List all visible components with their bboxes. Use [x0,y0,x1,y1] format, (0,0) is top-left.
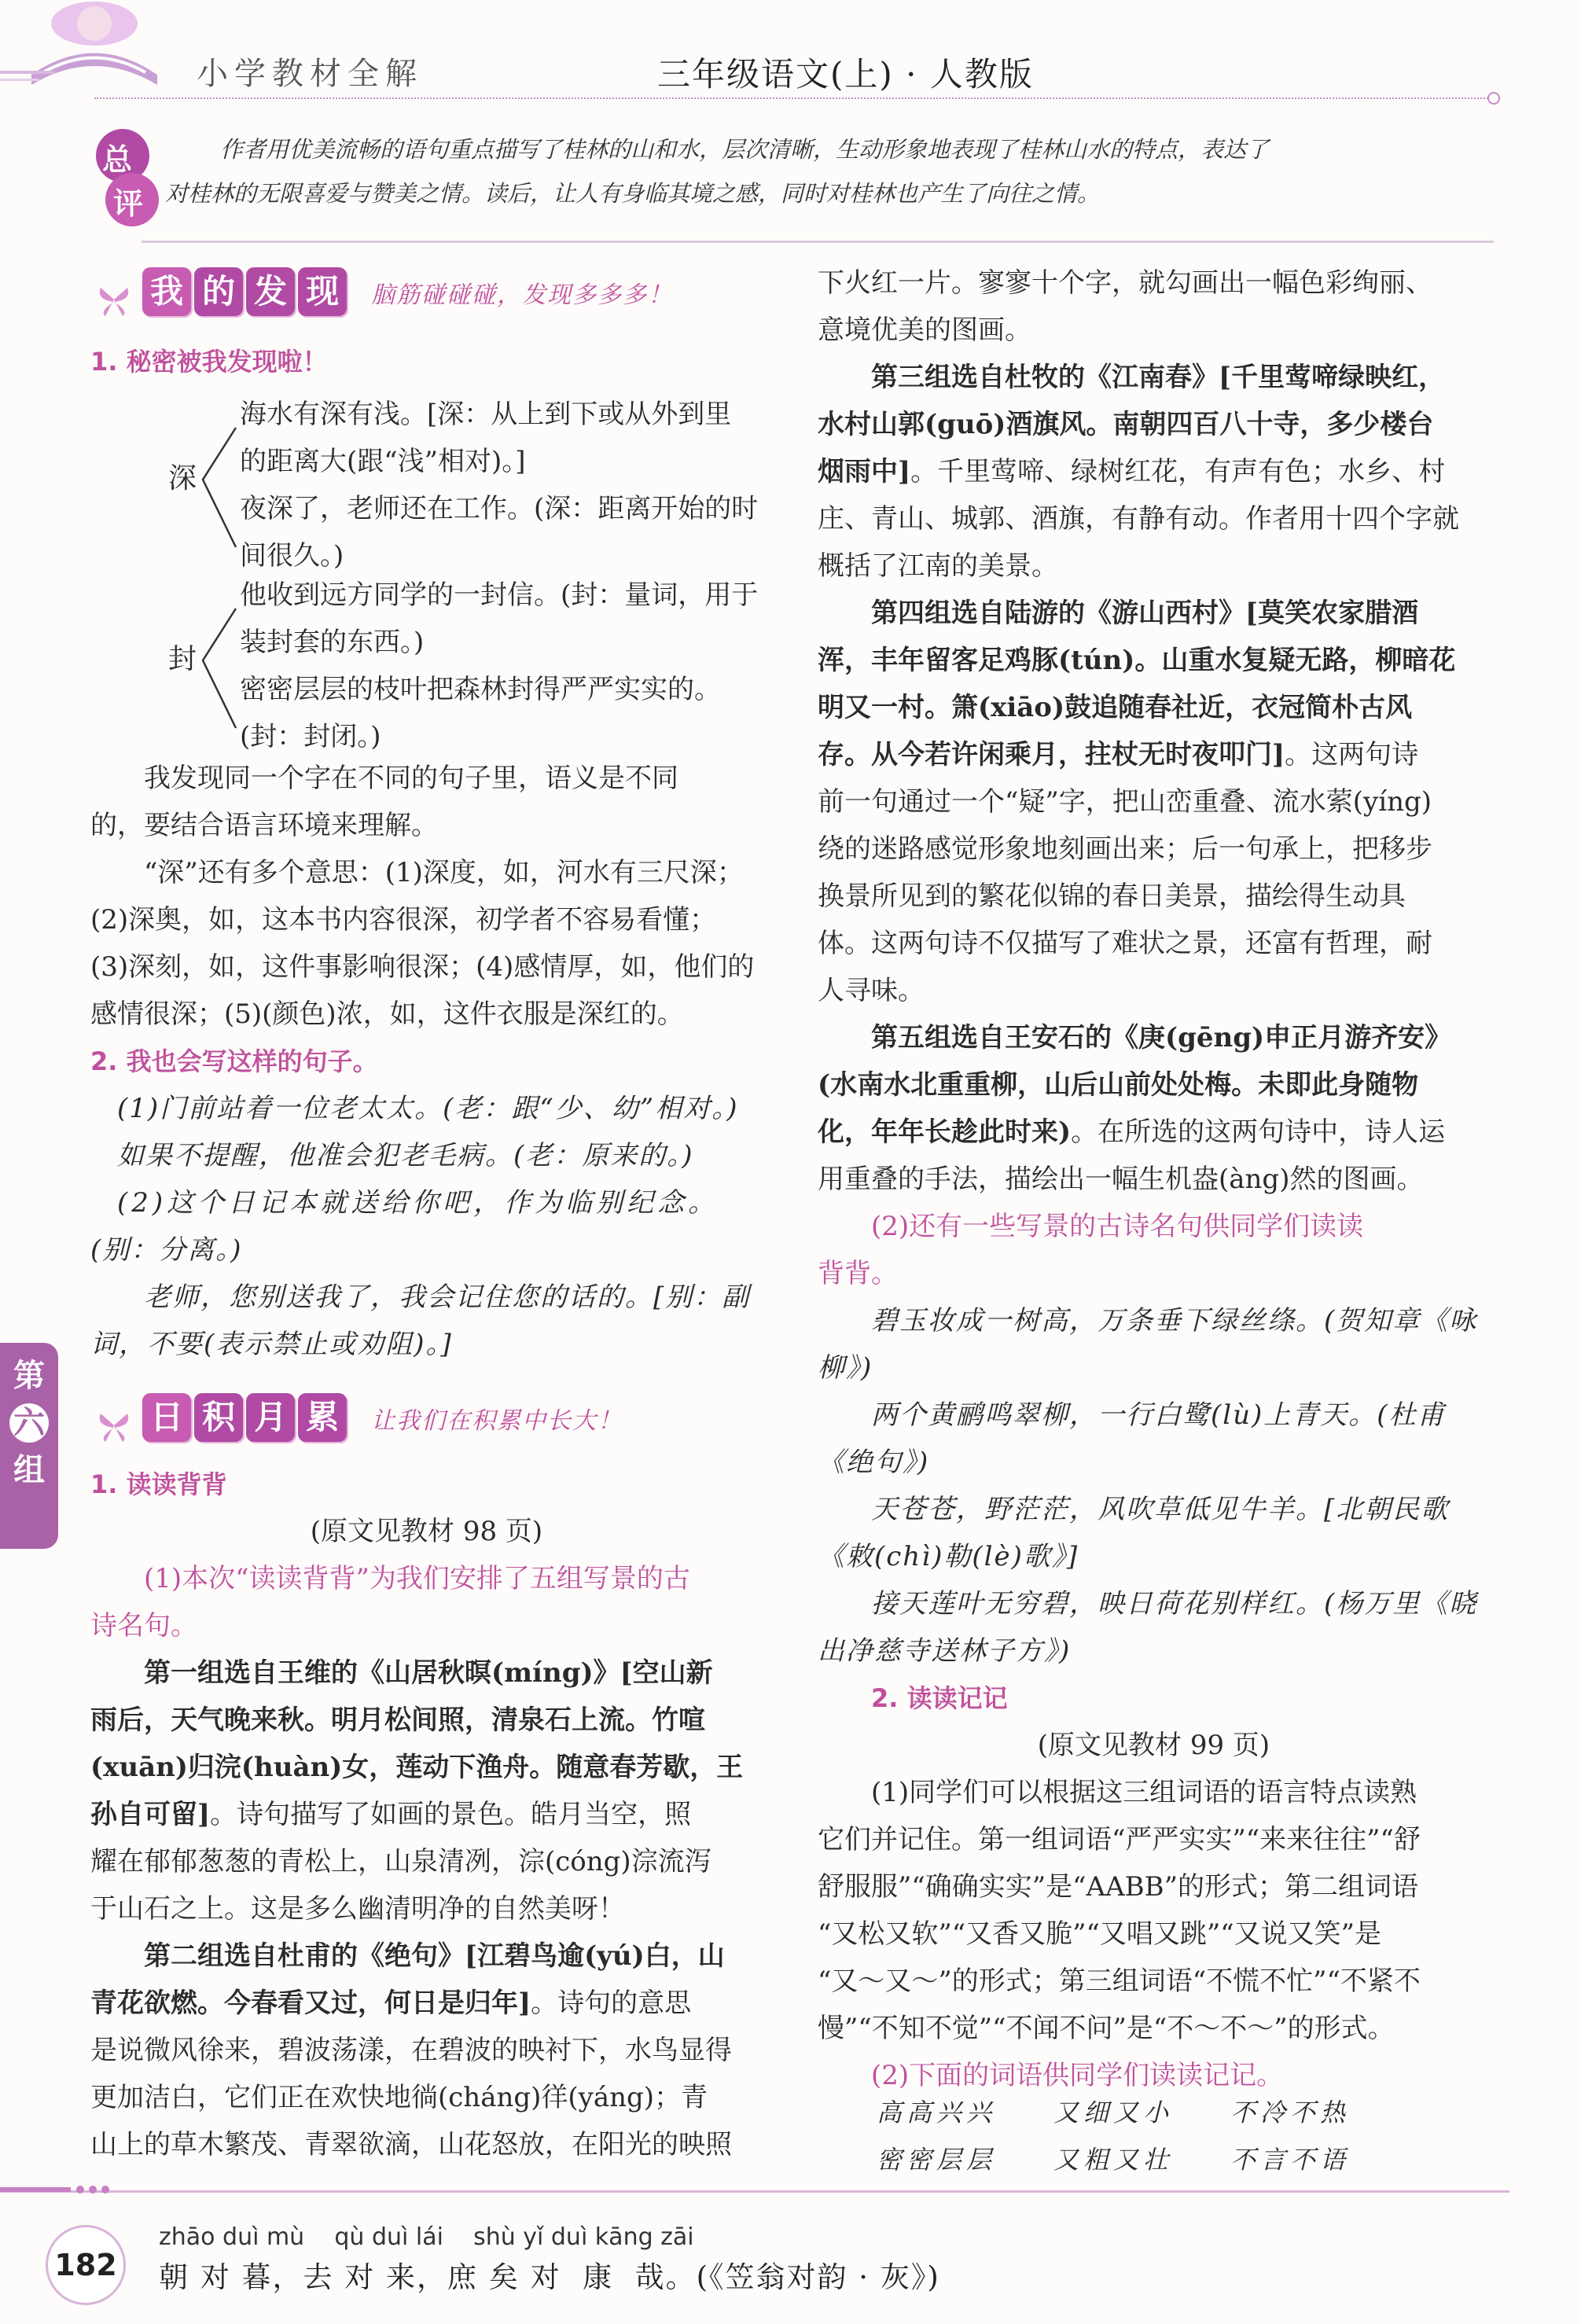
banner-tagline: 让我们在积累中长大！ [371,1407,623,1435]
explanation-text: 山上的草木繁茂、青翠欲滴，山花怒放，在阳光的映照 [90,2129,732,2160]
explanation-text: 。在所选的这两句诗中，诗人运 [1071,1116,1446,1148]
quote-line: 碧玉妆成一树高，万条垂下绿丝绦。(贺知章《咏 [871,1305,1478,1337]
quote-line: 柳》) [818,1352,873,1384]
explanation-text: 下火红一片。寥寥十个字，就勾画出一幅色彩绚丽、 [818,267,1432,299]
brace-bracket [198,425,237,550]
poem-text: 水村山郭(guō)酒旗风。南朝四百八十寺，多少楼台 [818,409,1434,440]
group-lead: 第二组选自杜甫的《绝句》 [144,1940,465,1972]
paragraph-line: 它们并记住。第一组词语“严严实实”“来来往往”“舒 [818,1824,1421,1855]
group-lead: 第一组选自王维的《山居秋暝(míng)》 [144,1657,620,1689]
example-line: (封：封闭。) [240,721,381,752]
explanation-text: 。诗句的意思 [531,1988,692,2019]
summary-line-2: 对桂林的无限喜爱与赞美之情。读后，让人有身临其境之感，同时对桂林也产生了向往之情。 [165,180,1101,207]
butterfly-icon [94,280,134,319]
brace-block-shen [240,391,774,579]
banner-chip: 日 [142,1393,191,1442]
handwritten-line: (2)这个日记本就送给你吧，作为临别纪念。 [117,1187,719,1219]
intro-line: (2)还有一些写景的古诗名句供同学们读读 [871,1211,1364,1242]
side-tab-char: 第 [13,1358,45,1394]
poem-text: (水南水北重重柳，山后山前处处梅。未即此身随物 [818,1069,1419,1101]
explanation-text: 前一句通过一个“疑”字，把山峦重叠、流水萦(yíng) [818,786,1432,818]
paragraph-line: (2)深奥，如，这本书内容很深，初学者不容易看懂； [90,904,717,936]
subheading: 1. 读读背背 [90,1469,227,1499]
paragraph-line: “深”还有多个意思：(1)深度，如，河水有三尺深； [144,857,744,888]
paragraph-line: 的，要结合语言环境来理解。 [90,810,438,841]
explanation-text: 意境优美的图画。 [818,314,1031,346]
word-cell: 不冷不热 [1230,2098,1351,2127]
header-rule-end-dot [1487,92,1500,105]
quote-line: 《敕(chì)勒(lè)歌》] [818,1541,1079,1572]
poem-text: [江碧鸟逾(yú)白，山 [465,1940,725,1972]
banner-chip: 我 [142,267,191,316]
handwritten-line: (别：分离。) [90,1234,243,1266]
handwritten-line: 词，不要(表示禁止或劝阻)。] [90,1329,453,1360]
summary-badge-char-1: 总 [102,142,133,177]
word-cell: 高高兴兴 [877,2098,997,2127]
example-line: 他收到远方同学的一封信。(封：量词，用于 [240,579,759,611]
example-line: 夜深了，老师还在工作。(深：距离开始的时 [240,493,759,524]
poem-text: 孙自可留] [90,1799,211,1830]
paragraph-line: (1)同学们可以根据这三组词语的语言特点读熟 [871,1777,1417,1808]
side-tab-number: 六 [9,1403,49,1443]
textbook-reference: (原文见教材 99 页) [1037,1730,1270,1761]
paragraph-line: “又松又软”“又香又脆”“又唱又跳”“又说又笑”是 [818,1918,1382,1950]
poem-text: 明又一村。箫(xiāo)鼓追随春社近，衣冠简朴古风 [818,692,1413,723]
butterfly-icon [94,1406,134,1445]
explanation-text: 概括了江南的美景。 [818,550,1058,582]
textbook-reference: (原文见教材 98 页) [310,1516,543,1547]
brace-block-feng [240,572,774,760]
explanation-text: 换景所见到的繁花似锦的春日美景，描绘得生动具 [818,881,1406,912]
poem-text: 化，年年长趁此时来) [818,1116,1072,1148]
footer-dots [0,2183,118,2196]
paragraph-line: 舒服服”“确确实实”是“AABB”的形式；第二组词语 [818,1871,1418,1903]
explanation-text: 耀在郁郁葱葱的青松上，山泉清冽，淙(cóng)淙流泻 [90,1846,711,1877]
poem-text: (xuān)归浣(huàn)女，莲动下渔舟。随意春芳歇，王 [90,1752,744,1783]
group-lead: 第三组选自杜牧的《江南春》 [871,362,1219,393]
explanation-text: 于山石之上。这是多么幽清明净的自然美呀！ [90,1893,625,1925]
discovery-paragraphs [90,755,763,1368]
section-banner-accumulate [94,1393,623,1456]
paragraph-line: (3)深刻，如，这件事影响很深；(4)感情厚，如，他们的 [90,951,755,983]
subheading: 1. 秘密被我发现啦！ [90,347,328,377]
quote-line: 接天莲叶无穷碧，映日荷花别样红。(杨万里《晓 [871,1588,1478,1620]
banner-chip: 累 [298,1393,347,1442]
brace-char: 深 [168,462,197,495]
quote-line: 天苍苍，野茫茫，风吹草低见牛羊。[北朝民歌 [871,1494,1450,1525]
banner-chip: 的 [194,267,243,316]
intro-line: (2)下面的词语供同学们读读记记。 [871,2060,1284,2091]
summary-line-1: 作者用优美流畅的语句重点描写了桂林的山和水，层次清晰，生动形象地表现了桂林山水的特点，表达了 [220,136,1270,163]
example-line: 海水有深有浅。[深：从上到下或从外到里 [240,399,732,430]
discovery-content [90,338,763,385]
page-number: 182 [46,2225,126,2305]
banner-chip: 月 [246,1393,295,1442]
quote-line: 《绝句》) [818,1447,930,1478]
explanation-text: 体。这两句诗不仅描写了难状之景，还富有哲理，耐 [818,928,1432,959]
word-cell: 又粗又壮 [1053,2145,1174,2175]
summary-divider [142,241,1494,243]
header-rule [94,97,1494,99]
section-banner-discovery [94,267,673,330]
paragraph-line: 我发现同一个字在不同的句子里，语义是不同 [144,763,678,794]
subheading: 2. 我也会写这样的句子。 [90,1046,378,1076]
explanation-text: 更加洁白，它们正在欢快地徜(cháng)徉(yáng)；青 [90,2082,708,2113]
header-series-title: 小学教材全解 [197,56,423,92]
group-lead: 第五组选自王安石的《庚(gēng)申正月游齐安》 [871,1022,1452,1054]
explanation-text: 是说微风徐来，碧波荡漾，在碧波的映衬下，水鸟显得 [90,2035,732,2066]
handwritten-line: 如果不提醒，他准会犯老毛病。(老：原来的。) [117,1140,694,1171]
poem-text: [莫笑农家腊酒 [1245,598,1419,629]
banner-tagline: 脑筋碰碰碰，发现多多多！ [371,281,674,309]
paragraph-line: 慢”“不知不觉”“不闻不问”是“不～不～”的形式。 [818,2013,1395,2044]
paragraph-line: “又～又～”的形式；第三组词语“不慌不忙”“不紧不 [818,1965,1421,1997]
poem-text: [空山新 [620,1657,713,1689]
word-cell: 密密层层 [877,2145,997,2175]
group-lead: 第四组选自陆游的《游山西村》 [871,598,1245,629]
explanation-text: 绕的迷路感觉形象地刻画出来；后一句承上，把移步 [818,833,1432,865]
intro-line: 诗名句。 [90,1610,197,1642]
summary-badge-char-2: 评 [113,186,144,221]
header-book-title: 三年级语文(上) · 人教版 [657,55,1034,94]
explanation-text: 。这两句诗 [1285,739,1419,770]
example-line: 装封套的东西。) [240,627,425,658]
banner-chip: 积 [194,1393,243,1442]
poem-text: 浑，丰年留客足鸡豚(tún)。山重水复疑无路，柳暗花 [818,645,1456,676]
explanation-text: 。千里莺啼、绿树红花，有声有色；水乡、村 [910,456,1446,487]
accumulate-content [90,1461,763,2168]
word-cell: 又细又小 [1053,2098,1174,2127]
subheading: 2. 读读记记 [871,1683,1008,1713]
example-line: 间很久。) [240,540,344,572]
poem-text: 青花欲燃。今春看又过，何日是归年] [90,1988,531,2019]
footer-rule [0,2190,1509,2193]
explanation-text: 用重叠的手法，描绘出一幅生机盎(àng)然的图画。 [818,1164,1424,1195]
example-line: 的距离大(跟“浅”相对)。] [240,446,526,477]
poem-text: 存。从今若许闲乘月，拄杖无时夜叩门] [818,739,1285,770]
brace-bracket [198,605,237,731]
paragraph-line: 感情很深；(5)(颜色)浓，如，这件衣服是深红的。 [90,998,684,1030]
right-column [818,259,1490,2099]
word-cell: 不言不语 [1230,2145,1351,2175]
poem-text: 雨后，天气晚来秋。明月松间照，清泉石上流。竹喧 [90,1704,705,1736]
handwritten-line: (1)门前站着一位老太太。(老：跟“少、幼”相对。) [117,1093,739,1124]
poem-text: [千里莺啼绿映红， [1219,362,1446,393]
explanation-text: 。诗句描写了如画的景色。皓月当空，照 [210,1799,692,1830]
side-tab-char: 组 [13,1452,45,1488]
header-book-illustration [0,0,204,94]
summary-text [165,127,1494,215]
quote-line: 出净慈寺送林子方》) [818,1635,1072,1667]
example-line: 密密层层的枝叶把森林封得严严实实的。 [240,674,721,705]
footer-couplet: 朝 对 暮，去 对 来，庶 矣 对 康 哉。(《笠翁对韵 · 灰》) [159,2260,940,2294]
explanation-text: 庄、青山、城郭、酒旗，有静有动。作者用十四个字就 [818,503,1459,535]
brace-char: 封 [168,643,197,675]
poem-text: 烟雨中] [818,456,911,487]
intro-line: (1)本次“读读背背”为我们安排了五组写景的古 [144,1563,690,1594]
explanation-text: 人寻味。 [818,975,925,1006]
chapter-side-tab [0,1343,58,1549]
handwritten-line: 老师，您别送我了，我会记住您的话的。[别：副 [144,1282,751,1313]
banner-chip: 发 [246,267,295,316]
footer-pinyin: zhāo duì mù qù duì lái shù yǐ duì kāng zāi [159,2223,694,2251]
intro-line: 背背。 [818,1258,898,1289]
quote-line: 两个黄鹂鸣翠柳，一行白鹭(lù)上青天。(杜甫 [871,1399,1446,1431]
banner-chip: 现 [298,267,347,316]
